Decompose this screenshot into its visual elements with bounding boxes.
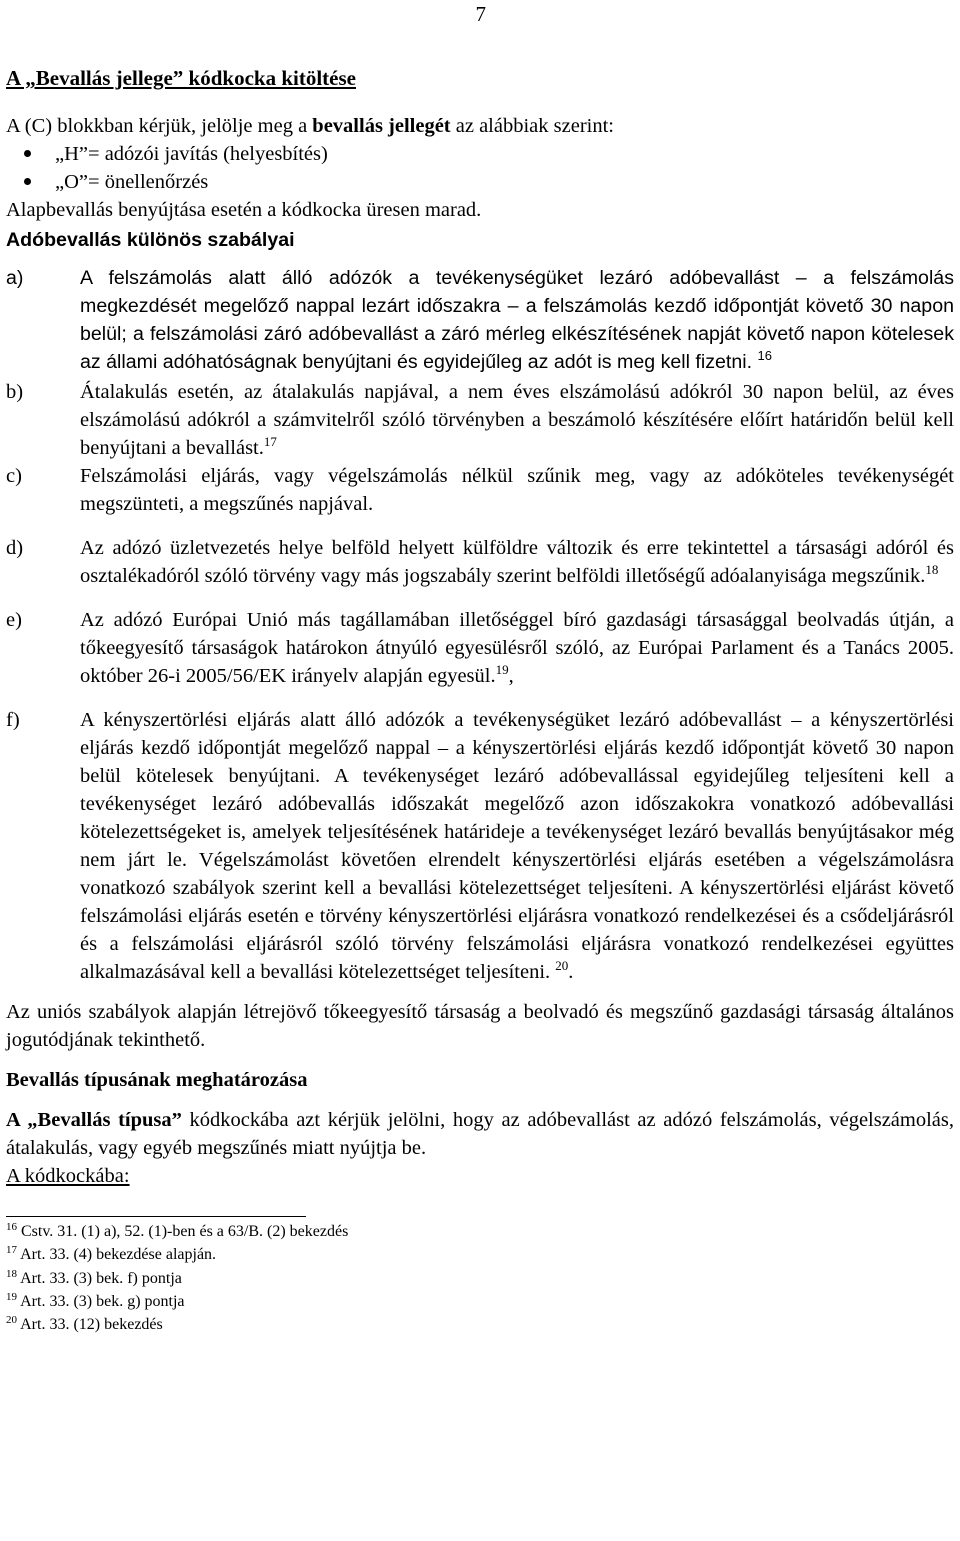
bullet-item: „O”= önellenőrzés xyxy=(39,168,954,196)
footnote-ref: 20 xyxy=(555,958,569,973)
footnote-ref: 16 xyxy=(757,348,772,363)
base-return-note: Alapbevallás benyújtása esetén a kódkocka üresen marad. xyxy=(6,199,482,221)
page-number: 7 xyxy=(475,2,486,26)
closing-paragraph: Az uniós szabályok alapján létrejövő tőkeegyesítő társaság a beolvadó és megszűnő gazdasági társaság általános jogutódjának tekinthető. xyxy=(6,1001,954,1051)
section-title-bevallas-jellege: A „Bevallás jellege” kódkocka kitöltése xyxy=(6,66,356,90)
rule-item-b: b) Átalakulás esetén, az átalakulás napjával, a nem éves elszámolású adókról 30 napon belül, az éves elszámolású adókról a számvitelről szóló törvényben a beszámoló készítésére előírt határidőn belül kell benyújtani a bevallást.$^{17}$ xyxy=(6,381,954,459)
type-paragraph: A „Bevallás típusa” kódkockába azt kérjük jelölni, hogy az adóbevallást az adózó felszámolás, végelszámolás, átalakulás, vagy egyéb megszűnés miatt nyújtja be. xyxy=(6,1109,955,1159)
rule-item-f: f) A kényszertörlési eljárás alatt álló adózók a tevékenységüket lezáró adóbevallást – a kényszertörlési eljárás kezdő időpontját megelőző nappal – a kényszertörlési eljárás kezdő időpontját követő 30 napon belül kötelesek benyújtani. A tevékenységet lezáró adóbevallással egyidejűleg teljesíteni kell a tevékenységet lezáró adóbevallás időszakát megelőző azon időszakokra vonatkozó adóbevallási kötelezettségeket is, amelyek teljesítésének határideje a tevékenységet lezáró bevallás benyújtásakor még nem járt le. Végelszámolást követően elrendelt kényszertörlési eljárás esetében a végelszámolásra vonatkozó szabályok szerint kell a bevallási kötelezettséget teljesíteni. A kényszertörlési eljárást követő felszámolási eljárás esetén e törvény kényszertörlési eljárásra vonatkozó rendelkezései és a csődeljárásról és a felszámolási eljárásról szóló törvény felszámolási eljárásra vonatkozó rendelkezései együttes alkalmazásával kell a bevallási kötelezettséget teljesíteni. $^{20}$. xyxy=(6,709,954,983)
rule-item-d: d) Az adózó üzletvezetés helye belföld helyett külföldre változik és erre tekintettel a társasági adóról és osztalékadóról szóló törvény vagy más jogszabály szerint belföldi illetőségű adóalanyisága megszűnik.$^{18}$ xyxy=(6,537,954,587)
rules-list xyxy=(6,264,954,376)
footnote-ref: 19 xyxy=(495,662,509,677)
footnote-divider xyxy=(6,1216,306,1217)
intro-paragraph: A (C) blokkban kérjük, jelölje meg a bevallás jellegét az alábbiak szerint: xyxy=(6,115,614,137)
section-title-kulonos-szabalyai: Adóbevallás különös szabályai xyxy=(6,229,295,251)
footnote-ref: 18 xyxy=(925,562,939,577)
rule-item-c: c) Felszámolási eljárás, vagy végelszámolás nélkül szűnik meg, vagy az adóköteles tevékenységét megszünteti, a megszűnés napjával. xyxy=(6,465,954,515)
rule-item-a: a) A felszámolás alatt álló adózók a tevékenységüket lezáró adóbevallást – a felszámolás megkezdését megelőző nappal lezárt időszakra – a felszámolás kezdő időpontját követő 30 napon belül; a felszámolási záró adóbevallást a záró mérleg elkészítésének napját követő napon kötelesek az állami adóhatóságnak benyújtani és egyidejűleg az adót is meg kell fizetni. $^{16}$ xyxy=(6,267,954,373)
footnote-16: $^{16}$ Cstv. 31. (1) a), 52. (1)-ben és a 63/B. (2) bekezdés xyxy=(6,1221,349,1240)
footnote-19: $^{19}$ Art. 33. (3) bek. g) pontja xyxy=(6,1290,185,1310)
footnote-20: $^{20}$ Art. 33. (12) bekezdés xyxy=(6,1314,163,1334)
bullet-item: „H”= adózói javítás (helyesbítés) xyxy=(39,140,954,168)
footnotes xyxy=(6,1220,954,1336)
rules-list-serif xyxy=(6,378,954,986)
section-title-bevallas-tipusa: Bevallás típusának meghatározása xyxy=(6,1069,308,1091)
kodkocka-link: A kódkockába: xyxy=(6,1165,130,1187)
bullet-list xyxy=(6,140,954,196)
footnote-18: $^{18}$ Art. 33. (3) bek. f) pontja xyxy=(6,1267,182,1287)
footnote-ref: 17 xyxy=(263,434,277,449)
footnote-17: $^{17}$ Art. 33. (4) bekezdése alapján. xyxy=(6,1244,217,1264)
document-body xyxy=(6,64,954,1336)
special-rules-section xyxy=(6,226,954,376)
rule-item-e: e) Az adózó Európai Unió más tagállamában illetőséggel bíró gazdasági társasággal beolvadás útján, a tőkeegyesítő társaságok határokon átnyúló egyesülésről szóló, az Európai Parlament és a Tanács 2005. október 26-i 2005/56/EK irányelv alapján egyesül.$^{19}$, xyxy=(6,609,954,687)
